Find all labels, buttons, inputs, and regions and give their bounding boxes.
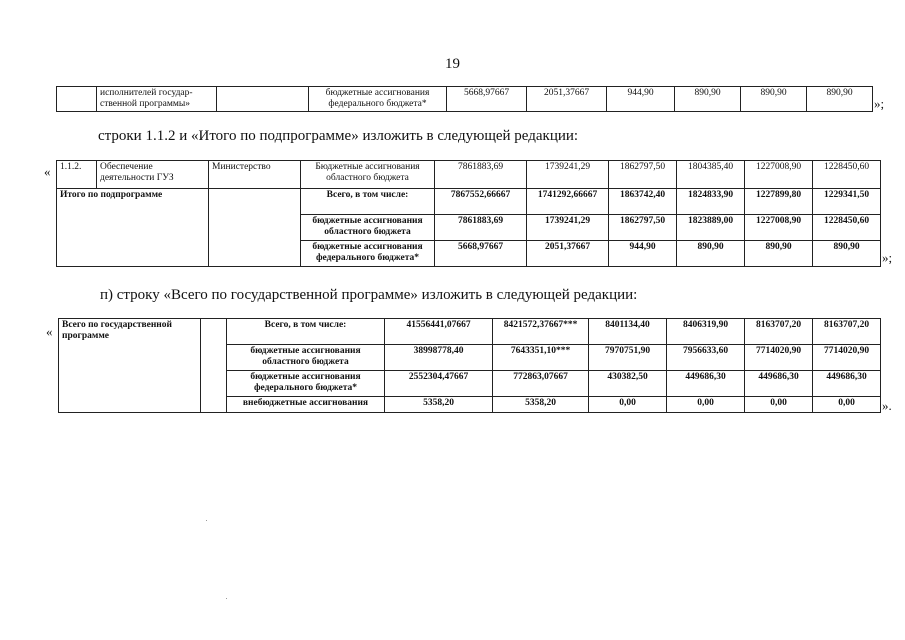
table-cell: 7861883,69 [435,215,527,241]
table-cell: 890,90 [677,241,745,267]
table-cell: 890,90 [741,87,807,112]
table-cell: 1229341,50 [813,189,881,215]
table-cell: 1227008,90 [745,161,813,189]
empty-cell [57,87,97,112]
table-cell: 1739241,29 [527,161,609,189]
table-cell: 890,90 [813,241,881,267]
empty-cell [201,319,227,413]
close-quote: »; [874,96,885,111]
row-desc: бюджетные ассигнования федерального бюджета* [227,371,385,397]
table-cell: 8401134,40 [589,319,667,345]
scan-speck [206,520,207,521]
total-label: Всего по государственной программе [59,319,201,413]
table-cell: 5358,20 [493,397,589,413]
scan-speck [226,598,227,599]
row-label: исполнителей государ-ственной программы» [97,87,217,112]
table-cell: 7970751,90 [589,345,667,371]
table-cell: 0,00 [813,397,881,413]
table-cell: 7867552,66667 [435,189,527,215]
table-cell: 5668,97667 [447,87,527,112]
table-cell: 449686,30 [813,371,881,397]
table-state-program [58,318,881,413]
table-cell: 2051,37667 [527,241,609,267]
table-cell: 890,90 [675,87,741,112]
table-cell: 1741292,66667 [527,189,609,215]
table-cell: 41556441,07667 [385,319,493,345]
table-cell: 1228450,60 [813,215,881,241]
empty-cell [217,87,309,112]
table-cell: 0,00 [745,397,813,413]
row-desc: Бюджетные ассигнования областного бюджета [301,161,435,189]
table-cell: 0,00 [667,397,745,413]
table-cell: 1862797,50 [609,161,677,189]
table-cell: 7714020,90 [745,345,813,371]
table-continuation [56,86,873,112]
table-cell: 7714020,90 [813,345,881,371]
table-cell: 449686,30 [745,371,813,397]
table-cell: 7861883,69 [435,161,527,189]
table-cell: 1863742,40 [609,189,677,215]
table-cell: 944,90 [609,241,677,267]
table-cell: 2552304,47667 [385,371,493,397]
table-cell: 890,90 [807,87,873,112]
table-cell: 0,00 [589,397,667,413]
table-cell: 1227008,90 [745,215,813,241]
total-label: Итого по подпрограмме [57,189,209,267]
open-quote: « [46,324,53,339]
row-desc: Всего, в том числе: [227,319,385,345]
table-subprogram [56,160,881,267]
empty-cell [209,189,301,267]
close-quote: »; [882,250,893,265]
table-cell: 1823889,00 [677,215,745,241]
row-desc: бюджетные ассигнования областного бюджета [301,215,435,241]
table-cell: 38998778,40 [385,345,493,371]
table-cell: 2051,37667 [527,87,607,112]
table-cell: 1228450,60 [813,161,881,189]
table-cell: 8163707,20 [745,319,813,345]
table-cell: 1227899,80 [745,189,813,215]
table-cell: 1739241,29 [527,215,609,241]
table-cell: 944,90 [607,87,675,112]
table-cell: 5358,20 [385,397,493,413]
table-cell: 430382,50 [589,371,667,397]
table-cell: 449686,30 [667,371,745,397]
row-desc: бюджетные ассигнования федерального бюджета* [309,87,447,112]
paragraph: строки 1.1.2 и «Итого по подпрограмме» изложить в следующей редакции: [98,128,579,144]
table-cell: 8163707,20 [813,319,881,345]
table-cell: 8421572,37667*** [493,319,589,345]
row-number: 1.1.2. [57,161,97,189]
ministry: Министерство [209,161,301,189]
table-cell: 890,90 [745,241,813,267]
table-cell: 7643351,10*** [493,345,589,371]
open-quote: « [44,164,51,179]
table-cell: 1804385,40 [677,161,745,189]
paragraph: п) строку «Всего по государственной программе» изложить в следующей редакции: [100,287,638,303]
row-desc: внебюджетные ассигнования [227,397,385,413]
close-quote: ». [882,398,892,413]
row-desc: бюджетные ассигнования федерального бюджета* [301,241,435,267]
table-cell: 1862797,50 [609,215,677,241]
table-cell: 1824833,90 [677,189,745,215]
row-desc: бюджетные ассигнования областного бюджета [227,345,385,371]
table-cell: 5668,97667 [435,241,527,267]
page-number: 19 [445,56,460,72]
row-desc: Всего, в том числе: [301,189,435,215]
table-cell: 772863,07667 [493,371,589,397]
row-name: Обеспечение деятельности ГУЗ [97,161,209,189]
table-cell: 7956633,60 [667,345,745,371]
table-cell: 8406319,90 [667,319,745,345]
